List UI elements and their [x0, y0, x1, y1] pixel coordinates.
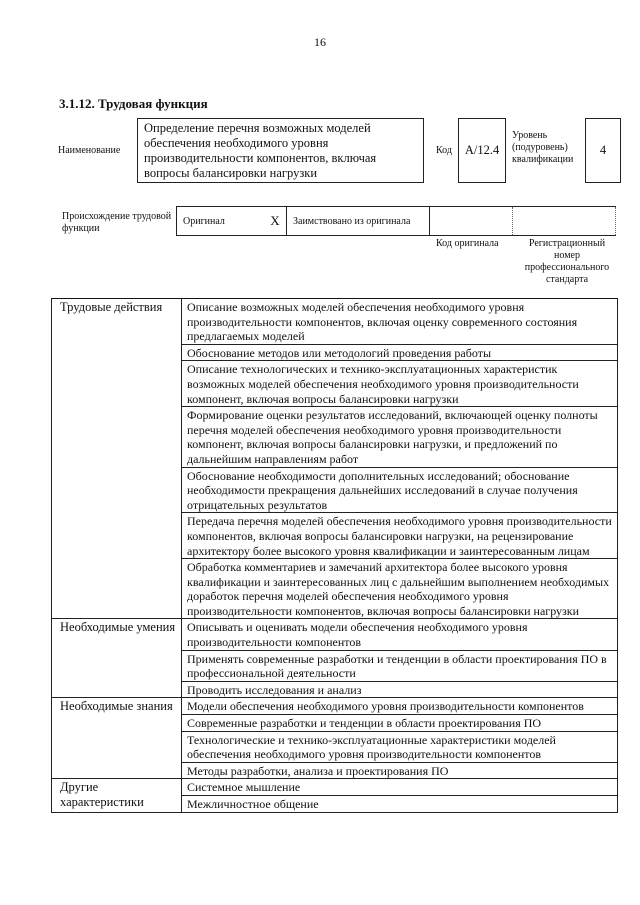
origin-original-label: Оригинал: [183, 215, 225, 227]
item-cell: Описание возможных моделей обеспечения необходимого уровня производительности компонентов, включая оценку современного состояния предлагаемых моделей: [182, 299, 618, 345]
item-cell: Технологические и технико-эксплуатационные характеристики моделей обеспечения необходимого уровня производительности компонентов: [182, 731, 618, 762]
registration-number-caption: Регистрационный номер профессионального стандарта: [524, 238, 610, 285]
section-title: 3.1.12. Трудовая функция: [59, 96, 208, 111]
item-cell: Методы разработки, анализа и проектирования ПО: [182, 762, 618, 779]
original-code-caption: Код оригинала: [436, 238, 499, 249]
item-cell: Проводить исследования и анализ: [182, 681, 618, 698]
qualification-level-label: Уровень (подуровень) квалификации: [512, 130, 574, 165]
item-cell: Обоснование необходимости дополнительных исследований; обоснование необходимости прекращения дальнейших исследований в случае получения отрицательных результатов: [182, 467, 618, 513]
name-label: Наименование: [58, 145, 121, 156]
origin-label: Происхождение трудовой функции: [62, 211, 172, 234]
table-row: [52, 299, 618, 345]
qualification-level-box: 4: [585, 118, 621, 183]
table-row: [52, 619, 618, 650]
function-details-table: [51, 298, 618, 813]
item-cell: Обработка комментариев и замечаний архитектора более высокого уровня квалификации и заинтересованных лиц с дальнейшим выполнением необходимых доработок перечня моделей обеспечения необходимого уровня производительности компонентов, включая вопросы балансировки нагрузки: [182, 559, 618, 619]
category-cell: Другие характеристики: [52, 779, 182, 812]
item-cell: Описание технологических и технико-эксплуатационных характеристик возможных моделей обеспечения необходимого уровня производительности компонент, включая вопросы балансировки нагрузки: [182, 361, 618, 407]
code-value-box: A/12.4: [458, 118, 506, 183]
origin-row: [176, 206, 616, 236]
origin-reg-number-cell: [512, 207, 616, 235]
item-cell: Современные разработки и тенденции в области проектирования ПО: [182, 715, 618, 732]
item-cell: Обоснование методов или методологий проведения работы: [182, 344, 618, 361]
origin-code-cell: [429, 207, 512, 235]
category-cell: Трудовые действия: [52, 299, 182, 619]
category-cell: Необходимые знания: [52, 698, 182, 779]
table-row: [52, 698, 618, 715]
item-cell: Применять современные разработки и тенденции в области проектирования ПО в профессиональной деятельности: [182, 650, 618, 681]
code-label: Код: [436, 145, 452, 156]
origin-borrowed-label: Заимствовано из оригинала: [293, 215, 411, 227]
page-number: 16: [314, 35, 326, 49]
item-cell: Модели обеспечения необходимого уровня производительности компонентов: [182, 698, 618, 715]
item-cell: Системное мышление: [182, 779, 618, 796]
item-cell: Межличностное общение: [182, 796, 618, 813]
item-cell: Описывать и оценивать модели обеспечения необходимого уровня производительности компонентов: [182, 619, 618, 650]
origin-borrowed-cell: [286, 207, 429, 235]
item-cell: Формирование оценки результатов исследований, включающей оценку полноты перечня моделей обеспечения необходимого уровня производительности компонент, включая вопросы балансировки нагрузки, и предложений по дальнейшим направлениям работ: [182, 407, 618, 467]
origin-original-mark: X: [270, 213, 280, 228]
function-name-box: Определение перечня возможных моделей обеспечения необходимого уровня производительности компонентов, включая вопросы балансировки нагрузки: [137, 118, 424, 183]
category-cell: Необходимые умения: [52, 619, 182, 698]
table-row: [52, 779, 618, 796]
item-cell: Передача перечня моделей обеспечения необходимого уровня производительности компонентов, включая вопросы балансировки нагрузки, на рецензирование архитектору более высокого уровня квалификации и заинтересованным лицам: [182, 513, 618, 559]
